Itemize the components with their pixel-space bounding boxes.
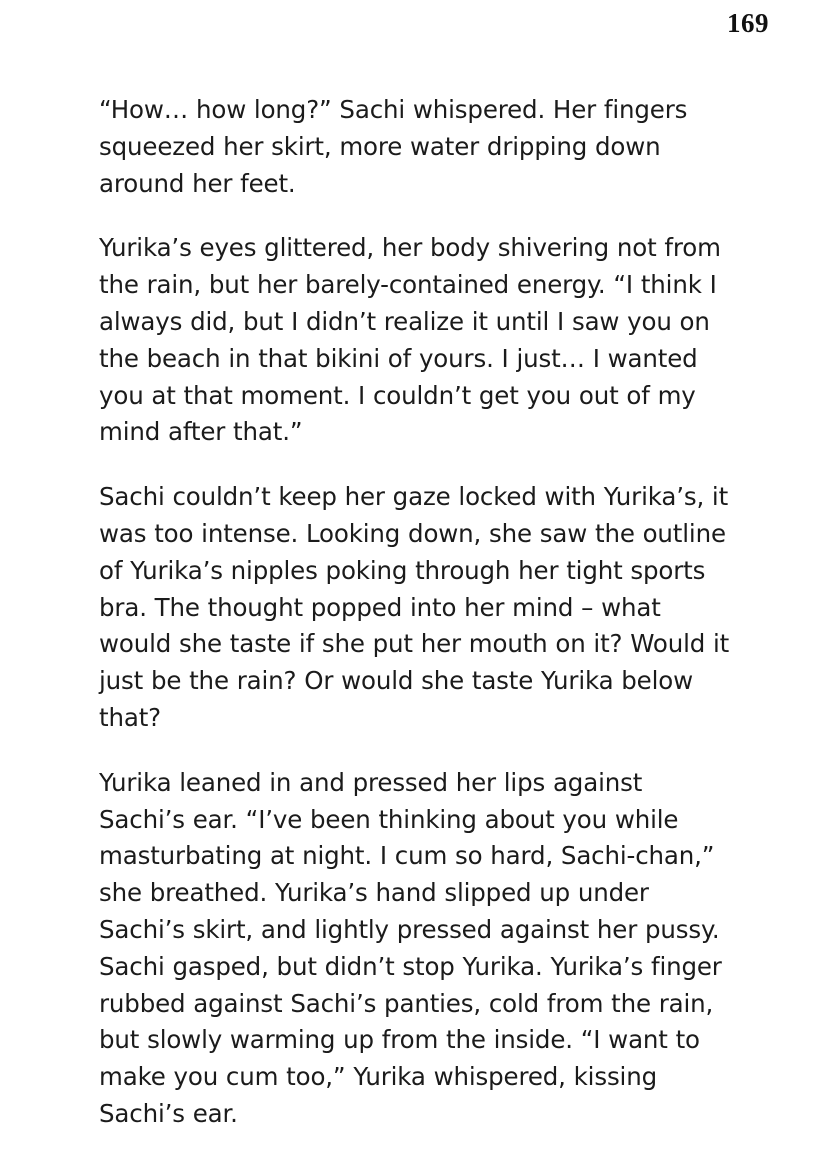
paragraph: Yurika leaned in and pressed her lips against Sachi’s ear. “I’ve been thinking about you while masturbating at night. I cum so hard, Sachi-chan,” she breathed. Yurika’s hand slipped up under Sachi’s skirt, and lightly pressed against her pussy. Sachi gasped, but didn’t stop Yurika. Yurika’s finger rubbed against Sachi’s panties, cold from the rain, but slowly warming up from the inside. “I want to make you cum too,” Yurika whispered, kissing Sachi’s ear. [99,767,722,1128]
paragraph: Sachi couldn’t keep her gaze locked with Yurika’s, it was too intense. Looking down, she saw the outline of Yurika’s nipples poking through her tight sports bra. The thought popped into her mind – what would she taste if she put her mouth on it? Would it just be the rain? Or would she taste Yurika below that? [99,482,730,732]
page-number: 169 [727,8,769,38]
page-body-text [99,92,731,1133]
paragraph: “How… how long?” Sachi whispered. Her fingers squeezed her skirt, more water dripping down around her feet. [99,95,688,198]
paragraph: Yurika’s eyes glittered, her body shivering not from the rain, but her barely-contained energy. “I think I always did, but I didn’t realize it until I saw you on the beach in that bikini of yours. I just… I wanted you at that moment. I couldn’t get you out of my mind after that.” [99,233,721,447]
